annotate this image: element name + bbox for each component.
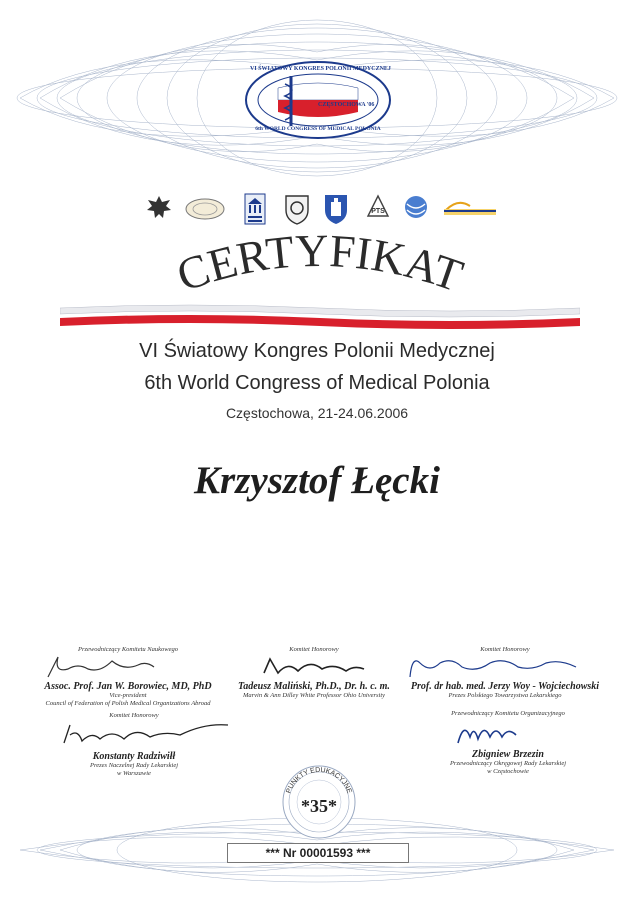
sig1-signature-scribble — [28, 653, 228, 679]
sig4-role: Komitet Honorowy — [109, 712, 159, 719]
signature-block-honorary-1 — [214, 646, 414, 700]
recipient-name: Krzysztof Łęcki — [194, 459, 440, 502]
globe-logo-icon — [402, 192, 430, 222]
sig3-name: Prof. dr hab. med. Jerzy Woy - Wojciechowski — [410, 681, 600, 692]
society-oval-logo-icon — [185, 198, 225, 220]
sig2-role: Komitet Honorowy — [289, 646, 339, 653]
sig2-signature-scribble — [214, 653, 414, 679]
congress-name-pl: VI Światowy Kongres Polonii Medycznej — [139, 340, 495, 362]
pts-logo-icon — [364, 192, 392, 222]
signature-block-organizing — [408, 710, 608, 776]
foundation-logo-icon — [440, 196, 498, 218]
signature-block-honorary-2 — [400, 646, 610, 700]
sig5-title2: w Częstochowie — [487, 768, 529, 775]
sig4-title1: Prezes Naczelnej Rady Lekarskiej — [89, 762, 179, 769]
serial-number: *** Nr 00001593 *** — [227, 843, 409, 863]
eagle-emblem-icon — [144, 192, 174, 224]
sig1-title1: Vice-president — [109, 692, 147, 699]
sig1-title2: Council of Federation of Polish Medical Organizations Abroad — [45, 700, 211, 707]
signature-block-scientific — [28, 646, 228, 708]
sig5-name: Zbigniew Brzezin — [472, 749, 544, 760]
city-shield-icon — [322, 192, 350, 226]
sig1-role: Przewodniczący Komitetu Naukowego — [77, 646, 178, 653]
svg-text:PTS: PTS — [371, 208, 385, 215]
sig4-title2: w Warszawie — [117, 770, 151, 777]
education-points-seal — [277, 758, 361, 842]
sig3-role: Komitet Honorowy — [480, 646, 530, 653]
sig2-name: Tadeusz Maliński, Ph.D., Dr. h. c. m. — [238, 681, 390, 692]
emblem-top-text: VI ŚWIATOWY KONGRES POLONII MEDYCZNEJ — [250, 66, 391, 72]
sig5-role: Przewodniczący Komitetu Organizacyjnego — [451, 710, 565, 717]
certificate-title-arc — [0, 222, 634, 312]
points-value: *35* — [301, 796, 337, 816]
sig4-signature-scribble — [34, 719, 234, 749]
place-date: Częstochowa, 21-24.06.2006 — [225, 405, 409, 421]
sig1-name: Assoc. Prof. Jan W. Borowiec, MD, PhD — [44, 681, 212, 692]
sig3-title1: Prezes Polskiego Towarzystwa Lekarskiego — [448, 692, 562, 699]
sig2-title1: Marvin & Ann Dilley White Professor Ohio University — [242, 692, 386, 699]
flag-ribbon — [60, 300, 580, 334]
congress-name-en: 6th World Congress of Medical Polonia — [144, 372, 490, 394]
emblem-bottom-text: 6th WORLD CONGRESS OF MEDICAL POLONIA — [255, 126, 381, 132]
sig5-signature-scribble — [408, 717, 608, 747]
emblem-city-text: CZĘSTOCHOWA '06 — [318, 102, 375, 108]
sig5-title1: Przewodniczący Okręgowej Rady Lekarskiej — [449, 760, 567, 767]
crest-shield-icon — [283, 192, 311, 226]
points-label: PUNKTY EDUKACYJNE — [285, 766, 353, 795]
sig3-signature-scribble — [400, 653, 610, 679]
certificate-title: CERTYFIKAT — [170, 224, 470, 302]
svg-text:CERTYFIKAT — [170, 225, 469, 302]
unesco-building-logo-icon — [243, 192, 267, 226]
signature-block-honorary-3 — [34, 712, 234, 778]
sig4-name: Konstanty Radziwiłł — [92, 751, 176, 762]
